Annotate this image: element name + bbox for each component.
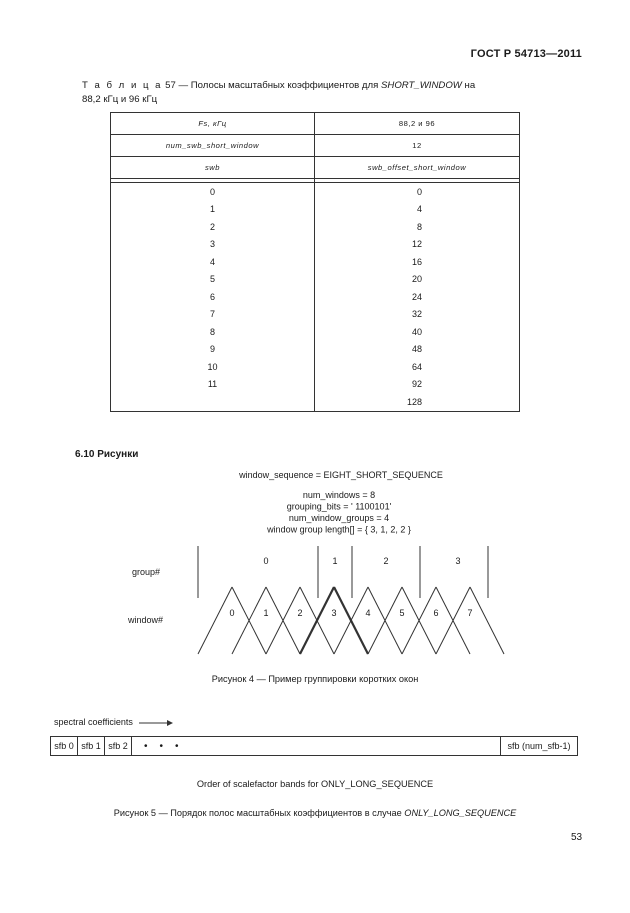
swb-cell: 2 [111, 218, 315, 236]
window-label: window# [127, 615, 163, 625]
figure-4-text-line: grouping_bits = ' 1100101' [286, 501, 392, 512]
group-number: 1 [332, 556, 338, 566]
window-number: 0 [229, 608, 235, 618]
table-header-cell: 12 [315, 135, 520, 157]
sfb-cell-0: sfb 0 [51, 737, 78, 755]
swb-cell: 9 [111, 341, 315, 359]
swb-cell: 8 [111, 323, 315, 341]
swb-cell: 4 [111, 253, 315, 271]
table-header-cell: num_swb_short_window [111, 135, 315, 157]
swb-cell: 1 [111, 201, 315, 219]
sfb-ellipsis [132, 737, 501, 755]
window-number: 7 [467, 608, 473, 618]
offset-cell: 0 [315, 183, 520, 201]
section-title: 6.10 Рисунки [75, 449, 139, 460]
window-fall [470, 587, 504, 654]
sfb-cell-1: sfb 1 [78, 737, 105, 755]
offset-cell: 48 [315, 341, 520, 359]
table-caption-number: 57 — Полосы масштабных коэффициентов для [165, 80, 379, 91]
spectral-coefficients-label [54, 717, 175, 728]
window-number: 2 [297, 608, 303, 618]
group-number: 3 [455, 556, 461, 566]
window-number: 3 [331, 608, 337, 618]
window-number: 6 [433, 608, 439, 618]
offset-cell: 16 [315, 253, 520, 271]
arrow-right-icon [135, 718, 175, 728]
window-rise [198, 587, 235, 654]
offset-cell: 128 [315, 393, 520, 411]
window-number: 5 [399, 608, 405, 618]
figure-5-caption-prefix: Рисунок 5 — Порядок полос масштабных коэффициентов в случае [113, 808, 402, 818]
group-number: 0 [263, 556, 269, 566]
offset-cell: 92 [315, 376, 520, 394]
figure-4-caption: Рисунок 4 — Пример группировки коротких окон [211, 674, 419, 684]
swb-cell: 5 [111, 271, 315, 289]
swb-cell: 3 [111, 236, 315, 254]
figure-5-caption-emphasis: ONLY_LONG_SEQUENCE [404, 808, 517, 818]
offset-cell: 8 [315, 218, 520, 236]
offset-cell: 4 [315, 201, 520, 219]
dot: • [159, 740, 164, 752]
table-header-cell: swb [111, 157, 315, 179]
swb-cell: 0 [111, 183, 315, 201]
group-label: group# [131, 567, 160, 577]
swb-cell: 11 [111, 376, 315, 394]
offset-cell: 20 [315, 271, 520, 289]
figure-4-text-line: num_window_groups = 4 [288, 513, 390, 523]
table-caption-prefix: Т а б л и ц а [82, 80, 163, 91]
offset-cell: 12 [315, 236, 520, 254]
window-number: 1 [263, 608, 269, 618]
group-number: 2 [383, 556, 389, 566]
standard-number: ГОСТ Р 54713—2011 [470, 48, 582, 60]
table-caption-suffix: на [464, 80, 476, 91]
offset-cell: 24 [315, 288, 520, 306]
offset-cell: 64 [315, 358, 520, 376]
scalefactor-band-bar [50, 736, 578, 756]
figure-4-text-line: num_windows = 8 [302, 490, 376, 500]
swb-cell: 10 [111, 358, 315, 376]
dot: • [175, 740, 179, 752]
order-text: Order of scalefactor bands for ONLY_LONG_SEQUENCE [196, 779, 434, 789]
table-caption-emphasis: SHORT_WINDOW [381, 80, 462, 91]
swb-cell: 6 [111, 288, 315, 306]
figure-4-text-line: window group length[] = { 3, 1, 2, 2 } [267, 524, 411, 535]
table-header-cell: 88,2 и 96 [315, 113, 520, 135]
table-header-cell: Fs, кГц [111, 113, 315, 135]
sfb-cell-last: sfb (num_sfb-1) [507, 741, 571, 751]
table-caption-line2: 88,2 кГц и 96 кГц [82, 94, 158, 105]
swb-cell: 7 [111, 306, 315, 324]
offset-cell: 40 [315, 323, 520, 341]
table-header-cell: swb_offset_short_window [315, 157, 520, 179]
figure-4-text-line: window_sequence = EIGHT_SHORT_SEQUENCE [239, 470, 443, 480]
page-number: 53 [571, 832, 583, 843]
offset-cell: 32 [315, 306, 520, 324]
figure-5-caption [0, 808, 630, 818]
spectral-coefficients-text: spectral coefficients [54, 717, 133, 727]
sfb-cell-2: sfb 2 [105, 737, 132, 755]
dot: • [144, 740, 148, 752]
window-number: 4 [365, 608, 371, 618]
